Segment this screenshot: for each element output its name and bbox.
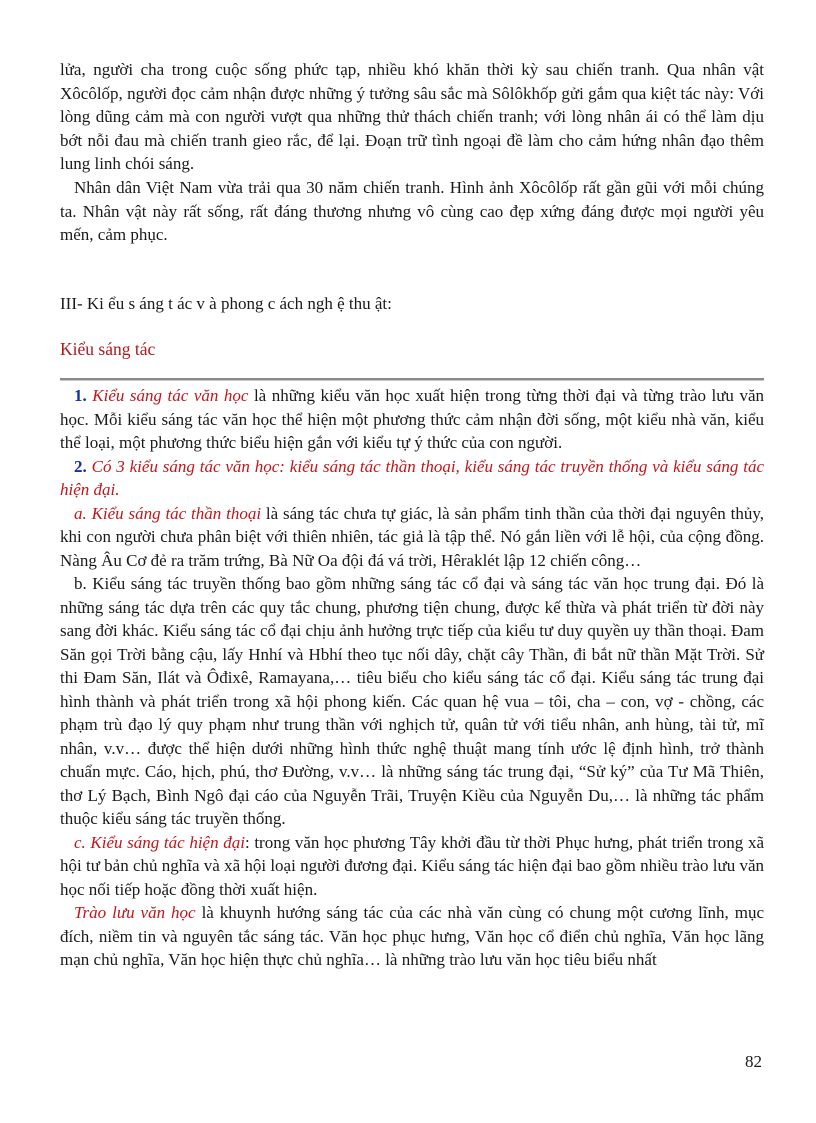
term-highlight: a. Kiểu sáng tác thần thoại [74, 503, 262, 523]
item-text: là khuynh hướng sáng tác của các nhà văn cùng có chung một cương lĩnh, mục đích, niềm tin và nguyên tắc sáng tác. Văn học phục hưng, Văn học cổ điển chủ nghĩa, Văn học lãng mạn chủ nghĩa, Văn học hiện thực chủ nghĩa… là những trào lưu văn học tiêu biểu nhất [60, 903, 765, 969]
term-highlight: Kiểu sáng tác văn học [92, 386, 249, 405]
divider-rule [60, 378, 764, 381]
item-number: 1. [74, 386, 87, 405]
item-text: là những kiểu văn học xuất hiện trong từng thời đại và từng trào lưu văn học. Mỗi kiểu sáng tác văn học thể hiện một phương thức cảm nhận đời sống, một kiểu nhà văn, kiểu thể loại, một phương thức biểu hiện gắn với kiểu tự ý thức của con người. [60, 386, 764, 452]
paragraph-vietnam [60, 176, 764, 247]
paragraph-intro [60, 58, 764, 176]
item-number: 2. [74, 456, 87, 476]
item-b [60, 572, 764, 831]
item-text: là sáng tác chưa tự giác, là sản phẩm tinh thần của thời đại nguyên thủy, khi con người chưa phân biệt với thiên nhiên, tác giả là tập thể. Nó gắn liền với lễ hội, của cộng đồng. Nàng Âu Cơ đẻ ra trăm trứng, Bà Nữ Oa đội đá vá trời, Hêraklét lập 12 chiến công… [60, 503, 764, 570]
item-text-italic: Có 3 kiểu sáng tác văn học: kiểu sáng tác thần thoại, kiểu sáng tác truyền thống và kiểu sáng tác hiện đại. [60, 456, 765, 499]
item-trao-luu [60, 901, 764, 972]
item-text: : trong văn học phương Tây khởi đầu từ thời Phục hưng, phát triển trong xã hội tư bản chủ nghĩa và xã hội loại người đương đại. Kiểu sáng tác hiện đại bao gồm nhiều trào lưu văn học nối tiếp hoặc đồng thời xuất hiện. [60, 832, 764, 899]
item-text: b. Kiểu sáng tác truyền thống bao gồm những sáng tác cổ đại và sáng tác văn học trung đại. Đó là những sáng tác dựa trên các quy tắc chung, phương tiện chung, được kế thừa và phát triển từ đời này sang đời khác. Kiểu sáng tác cổ đại chịu ảnh hưởng trực tiếp của kiểu tư duy quyền uy thần thoại. Đam Săn gọi Trời bằng cậu, lấy Hnhí và Hbhí theo tục nối dây, chặt cây Thần, đi bắt nữ thần Mặt Trời. Sử thi Đam Săn, Ilát và Ôđixê, Ramayana,… tiêu biểu cho kiểu sáng tác cổ đại. Kiểu sáng tác trung đại hình thành và phát triển trong xã hội phong kiến. Các quan hệ vua – tôi, cha – con, vợ - chồng, các phạm trù đạo lý quy phạm như trung thần với nghịch tử, quân tử với tiểu nhân, anh hùng, tài tử, mĩ nhân, v.v… được thể hiện dưới những hình thức nghệ thuật mang tính ước lệ định hình, trở thành chuẩn mực. Cáo, hịch, phú, thơ Đường, v.v… là những sáng tác trung đại, “Sử ký” của Tư Mã Thiên, thơ Lý Bạch, Bình Ngô đại cáo của Nguyễn Trãi, Truyện Kiều của Nguyễn Du,… là những tác phẩm thuộc kiểu sáng tác truyền thống. [60, 574, 764, 828]
item-c [60, 831, 764, 902]
content-body [60, 384, 764, 972]
page-number: 82 [745, 1052, 762, 1071]
paragraph-text: Nhân dân Việt Nam vừa trải qua 30 năm chiến tranh. Hình ảnh Xôcôlốp rất gần gũi với mỗi chúng ta. Nhân vật này rất sống, rất đáng thương nhưng vô cùng cao đẹp xứng đáng được mọi người yêu mến, cảm phục. [60, 178, 764, 244]
item-2 [60, 455, 764, 502]
item-a [60, 502, 764, 573]
term-highlight: Trào lưu văn học [74, 903, 196, 922]
subheading: Kiểu sáng tác [60, 339, 156, 359]
paragraph-text: lửa, người cha trong cuộc sống phức tạp, nhiều khó khăn thời kỳ sau chiến tranh. Qua nhân vật Xôcôlốp, người đọc cảm nhận được những ý tưởng sâu sắc mà Sôlôkhốp gửi gắm qua kiệt tác này: Với lòng dũng cảm mà con người vượt qua những thử thách chiến tranh; với lòng nhân ái có thể làm dịu bớt nỗi đau mà chiến tranh gieo rắc, để lại. Đoạn trữ tình ngoại đề làm cho cảm hứng nhân đạo thêm lung linh chói sáng. [60, 60, 764, 173]
item-1 [60, 384, 764, 455]
section-heading: III- Ki ểu s áng t ác v à phong c ách ngh ệ thu ật: [60, 294, 392, 313]
term-highlight: c. Kiểu sáng tác hiện đại [74, 832, 245, 852]
